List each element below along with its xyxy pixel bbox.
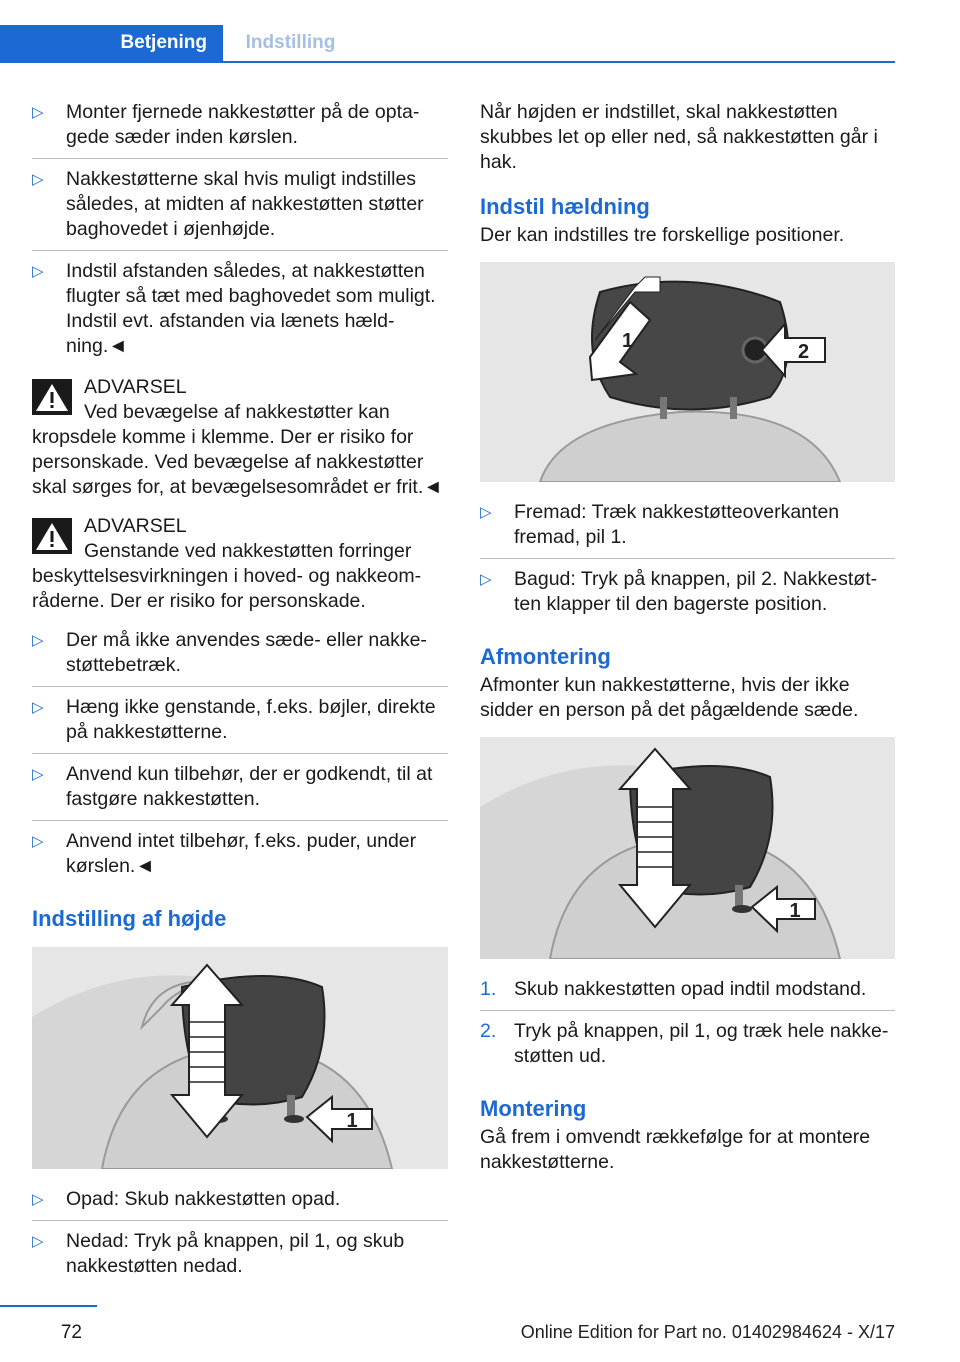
bullet-list-top xyxy=(32,100,448,367)
triangle-bullet-icon: ▷ xyxy=(32,171,44,188)
bullet-list-tilt xyxy=(480,500,895,625)
headrest-remove-illustration xyxy=(480,737,895,959)
remove-paragraph: Afmonter kun nakkestøtterne, hvis der ikke sidder en person på det pågældende sæde. xyxy=(480,674,859,721)
heading-height: Indstilling af højde xyxy=(32,906,227,931)
headrest-tilt-illustration xyxy=(480,262,895,482)
warning-text: Ved bevægelse af nakkestøtter kan kropsdele komme i klemme. Der er risiko for personskade. Ved bevægelse af nakkestøtter skal sørges for, at bevægelsesområdet er frit.◄ xyxy=(32,401,443,498)
triangle-bullet-icon: ▷ xyxy=(32,833,44,850)
numbered-list-remove xyxy=(480,977,895,1077)
warning-triangle-icon xyxy=(32,379,72,415)
list-item: ▷ Monter fjernede nakkestøtter på de optagede sæder inden kørslen. xyxy=(32,100,448,159)
warning-text: Genstande ved nakkestøtten forringer beskyttelsesvirkningen i hoved- og nakkeområderne. Der er risiko for personskade. xyxy=(32,540,422,612)
triangle-bullet-icon: ▷ xyxy=(32,632,44,649)
intro-paragraph: Når højden er indstillet, skal nakkestøtten skubbes let op eller ned, så nakkestøtten går i hak. xyxy=(480,101,878,173)
warning-block-2 xyxy=(32,514,448,614)
triangle-bullet-icon: ▷ xyxy=(32,1233,44,1250)
list-item: ▷ Fremad: Træk nakkestøtteoverkanten fremad, pil 1. xyxy=(480,500,895,559)
tilt-paragraph: Der kan indstilles tre forskellige positioner. xyxy=(480,224,845,246)
list-item: ▷ Opad: Skub nakkestøtten opad. xyxy=(32,1187,448,1221)
list-item: ▷ Hæng ikke genstande, f.eks. bøjler, direkte på nakkestøtterne. xyxy=(32,695,448,754)
list-item: ▷ Indstil afstanden således, at nakkestøtten flugter så tæt med baghovedet som muligt. Indstil evt. afstanden via lænets hældning.◄ xyxy=(32,260,436,357)
tab-indstilling[interactable]: Indstilling xyxy=(245,32,336,53)
headrest-tilt-figure xyxy=(480,262,895,482)
headrest-height-illustration xyxy=(32,947,448,1169)
right-column xyxy=(480,100,895,1189)
list-item: 1. Skub nakkestøtten opad indtil modstand. xyxy=(480,977,895,1011)
list-item: ▷ Anvend intet tilbehør, f.eks. puder, under kørslen.◄ xyxy=(32,830,417,877)
list-item: ▷ Bagud: Tryk på knappen, pil 2. Nakkestøtten klapper til den bagerste position. xyxy=(480,568,878,615)
list-item: ▷ Der må ikke anvendes sæde- eller nakkestøttebetræk. xyxy=(32,628,448,687)
triangle-bullet-icon: ▷ xyxy=(480,571,492,588)
warning-title: ADVARSEL xyxy=(84,376,187,398)
heading-mount: Montering xyxy=(480,1096,587,1121)
triangle-bullet-icon: ▷ xyxy=(480,504,492,521)
list-item: 2. Tryk på knappen, pil 1, og træk hele nakkestøtten ud. xyxy=(480,1020,889,1067)
figure-label-1: 1 xyxy=(622,330,634,352)
step-number: 2. xyxy=(480,1020,497,1042)
list-item: ▷ Nedad: Tryk på knappen, pil 1, og skub nakkestøtten nedad. xyxy=(32,1230,405,1277)
figure-label-1: 1 xyxy=(346,1110,358,1132)
heading-tilt: Indstil hældning xyxy=(480,194,650,219)
headrest-remove-figure xyxy=(480,737,895,959)
footer-rule xyxy=(0,1305,97,1307)
edition-text: Online Edition for Part no. 01402984624 - X/17 xyxy=(520,1322,895,1342)
triangle-bullet-icon: ▷ xyxy=(32,263,44,280)
bullet-list-height xyxy=(32,1187,448,1287)
header-rule xyxy=(0,61,895,63)
heading-remove: Afmontering xyxy=(480,644,611,669)
list-item: ▷ Anvend kun tilbehør, der er godkendt, til at fastgøre nakkestøtten. xyxy=(32,762,448,821)
figure-label-2: 2 xyxy=(798,341,810,363)
mount-paragraph: Gå frem i omvendt rækkefølge for at montere nakkestøtterne. xyxy=(480,1126,871,1173)
figure-label-1: 1 xyxy=(789,900,801,922)
triangle-bullet-icon: ▷ xyxy=(32,1191,44,1208)
bullet-list-warning xyxy=(32,628,448,887)
page-number: 72 xyxy=(60,1322,82,1343)
warning-block-1 xyxy=(32,375,448,500)
left-column xyxy=(32,100,448,1295)
headrest-height-figure xyxy=(32,947,448,1169)
triangle-bullet-icon: ▷ xyxy=(32,766,44,783)
warning-title: ADVARSEL xyxy=(84,515,187,537)
header-bar xyxy=(0,25,895,63)
triangle-bullet-icon: ▷ xyxy=(32,104,44,121)
tab-betjening[interactable]: Betjening xyxy=(0,25,223,61)
step-number: 1. xyxy=(480,978,497,1000)
list-item: ▷ Nakkestøtterne skal hvis muligt indstilles således, at midten af nakkestøtten støtter baghovedet i øjenhøjde. xyxy=(32,167,448,251)
warning-triangle-icon xyxy=(32,518,72,554)
triangle-bullet-icon: ▷ xyxy=(32,699,44,716)
